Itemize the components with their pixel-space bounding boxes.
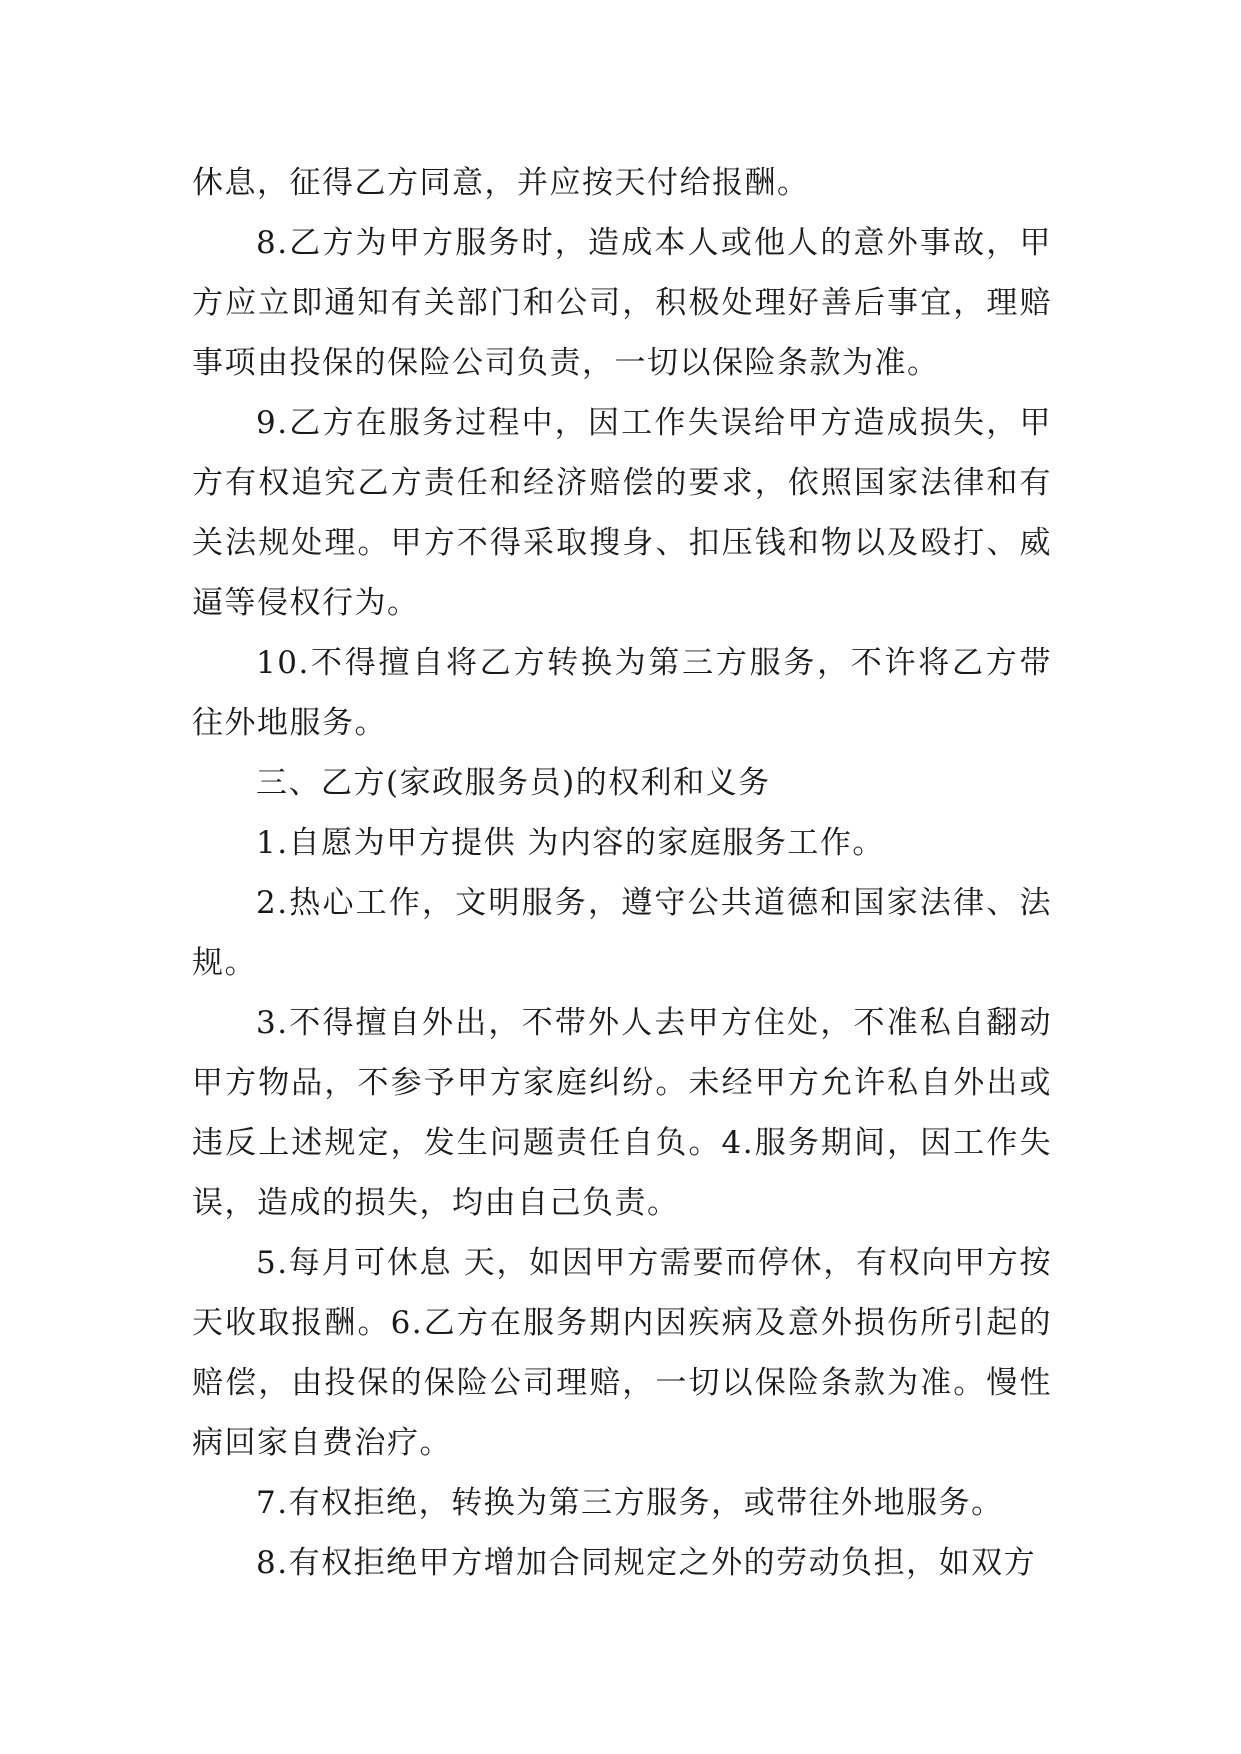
- paragraph: 3.不得擅自外出，不带外人去甲方住处，不准私自翻动甲方物品，不参予甲方家庭纠纷。未经甲方允许私自外出或违反上述规定，发生问题责任自负。4.服务期间，因工作失误，造成的损失，均由自己负责。: [192, 1005, 1052, 1221]
- paragraph: 8.有权拒绝甲方增加合同规定之外的劳动负担，如双方: [256, 1545, 1037, 1581]
- paragraph: 1.自愿为甲方提供 为内容的家庭服务工作。: [256, 825, 885, 861]
- section-heading: 三、乙方(家政服务员)的权利和义务: [256, 765, 771, 801]
- paragraph: 2.热心工作，文明服务，遵守公共道德和国家法律、法规。: [192, 885, 1052, 981]
- paragraph: 休息，征得乙方同意，并应按天付给报酬。: [192, 165, 810, 201]
- paragraph: 8.乙方为甲方服务时，造成本人或他人的意外事故，甲方应立即通知有关部门和公司，积极处理好善后事宜，理赔事项由投保的保险公司负责，一切以保险条款为准。: [192, 225, 1052, 381]
- paragraph: 7.有权拒绝，转换为第三方服务，或带往外地服务。: [256, 1485, 1004, 1521]
- document-body: [192, 153, 1052, 1593]
- paragraph: 5.每月可休息 天，如因甲方需要而停休，有权向甲方按天收取报酬。6.乙方在服务期内因疾病及意外损伤所引起的赔偿，由投保的保险公司理赔，一切以保险条款为准。慢性病回家自费治疗。: [192, 1245, 1052, 1461]
- paragraph: 9.乙方在服务过程中，因工作失误给甲方造成损失，甲方有权追究乙方责任和经济赔偿的要求，依照国家法律和有关法规处理。甲方不得采取搜身、扣压钱和物以及殴打、威逼等侵权行为。: [192, 405, 1052, 621]
- paragraph: 10.不得擅自将乙方转换为第三方服务，不许将乙方带往外地服务。: [192, 645, 1052, 741]
